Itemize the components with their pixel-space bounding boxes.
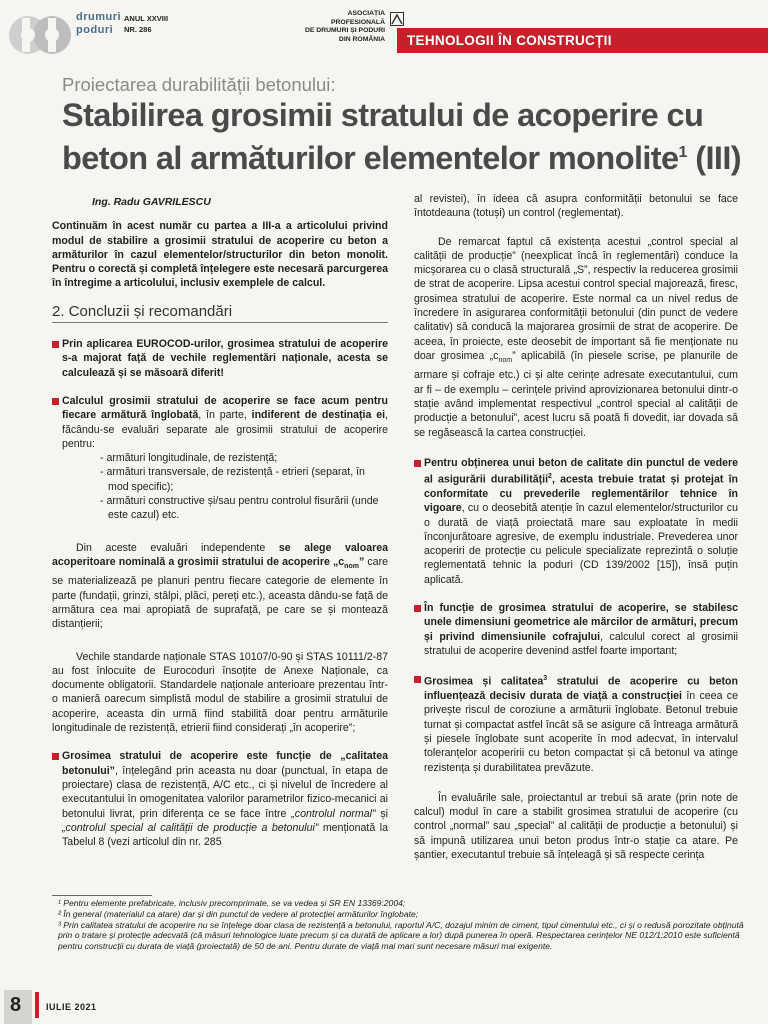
title-line-2: [62, 134, 762, 177]
footnote-ref: 2: [548, 473, 552, 481]
title-line-2-text: beton al armăturilor elementelor monolite: [62, 139, 679, 176]
dp-logo-icon: [8, 10, 72, 60]
bullet-square-icon: [52, 753, 59, 760]
bullet-paragraph: [414, 601, 738, 658]
bullet-square-icon: [414, 605, 421, 612]
title-part-number: (III): [686, 139, 741, 176]
page-number: 8: [10, 994, 22, 1016]
body-paragraph: [414, 235, 738, 440]
bullet-square-icon: [52, 341, 59, 348]
author-name: Ing. Radu GAVRILESCU: [92, 196, 211, 208]
association-line: PROFESIONALĂ: [330, 18, 385, 26]
footnotes: [58, 898, 748, 952]
issue-year: ANUL XXVIII: [124, 14, 169, 23]
footnote: ³ Prin calitatea stratului de acoperire nu se înțelege doar clasa de rezistență a betonului, raportul A/C, dozajul minim de ciment, tipul cimentului etc., ci și o redusă porozitate obținută prin o tratare și protecție adecvată (că măsuri tehnologice luate precum și ca durată de aplicare a lor) după punerea în operă. Respectarea cerințelor NE 012/1:2010 este suficientă pentru construcții cu durata de viață (proiectată) de 50 de ani. Pentru durate de viață mai mari sunt necesare măsuri mai exigente.: [58, 919, 744, 952]
body-paragraph: În evaluările sale, proiectantul ar trebui să arate (prin note de calcul) modul în care a stabilit grosimea stratului de acoperire (cu control „normal” sau „special” al calității de producție a betonului) și să impună utilizarea unui beton produs într-o stație ca atare. Pe șantier, executantul trebuie să înțeleagă și să respecte cerința: [414, 791, 738, 862]
logo-wordmark: [76, 11, 121, 37]
body-text: Din aceste evaluări independente: [76, 541, 279, 554]
bullet-square-icon: [414, 676, 421, 683]
bullet-text: , în parte,: [198, 409, 252, 422]
bullet-bold-text: indiferent de destinația ei: [251, 409, 386, 422]
body-text: ” aplicabilă (în piesele scrise, pe planurile de armare și cofraje etc.) ci și alte cerințe adresate executantului, cum ar fi – de exemplu – cerințele privind aprovizionarea betonului dintr-o stație având implementat respectivul „control special al calității de producție a betonului”, acest lucru să poată fi dovedit, iar dovada să se regăsească la cartea construcției.: [414, 349, 738, 439]
bullet-bold-text: Grosimea stratului de acoperire este funcție de „calitatea betonului”: [62, 750, 388, 777]
bullet-text: în ceea ce privește riscul de coroziune a armăturii înglobate. Betonul trebuie turnat și compactat astfel încât să se asigure că întreaga armătură și piesele înglobate sunt acoperite în mod adecvat, în intervalul toleranțelor acoperirii cu beton compactat și că betonul va atinge rezistența și durabilitatea prevăzute.: [424, 690, 738, 774]
list-item: - armături transversale, de rezistență - etrieri (separat, în mod specific);: [100, 466, 365, 493]
bullet-text: , făcându-se evaluări separate ale grosimii stratului de acoperire pentru:: [62, 409, 388, 450]
section-heading: 2. Concluzii și recomandări: [52, 302, 233, 320]
bullet-text: , înțelegând prin aceasta nu doar (punctual, în etapa de proiectare) clasa de rezistență, A/C etc., ci și nivelul de încredere al executantului în omogenitatea valorilor parametrilor fizico-mecanici ai betonului livrat, prin diferența ce se face între: [62, 764, 388, 820]
association-line: DIN ROMÂNIA: [338, 35, 385, 43]
body-paragraph: al revistei), în ideea că asupra conformității betonului se face întotdeauna (totuși) un control (reglementat).: [414, 193, 738, 220]
bullet-text: , calculul corect al grosimii stratului de acoperire devenind astfel foarte important;: [424, 630, 738, 657]
bullet-italic-text: „controlul special al calității de producție a betonului”: [62, 821, 319, 834]
section-banner-label: TEHNOLOGII ÎN CONSTRUCȚII: [407, 33, 612, 48]
association-line: DE DRUMURI ȘI PODURI: [304, 27, 385, 34]
body-text: care se materializează pe planuri pentru fiecare categorie de elemente în parte (fundații, grinzi, stâlpi, plăci, pereți etc.), aceasta dându-se față de armătura cea mai apropiată de suprafață, pe care se și montează distanțierii;: [52, 555, 388, 631]
footnote-ref: 3: [543, 675, 548, 683]
bullet-square-icon: [414, 460, 421, 467]
body-paragraph: Vechile standarde naționale STAS 10107/0-90 și STAS 10111/2-87 au fost înlocuite de Eurocoduri însoțite de Anexe Naționale, ca documente obligatorii. Standardele naționale anterioare prezentau într-o manieră oarecum simplistă modul de stabilire a grosimii stratului de acoperire, aceasta din urmă fiind stabilită doar pentru armăturile longitudinale de rezistență, etrierii fiind considerați „în acoperire”;: [52, 650, 388, 735]
section-rule: [52, 322, 388, 323]
logo-word-poduri: poduri: [76, 24, 114, 36]
body-text: De remarcat faptul că existența acestui „control special al calității de producție” (neexplicat încă în reglementări) conduce la micșorarea cu o clasă structurală „S”, respectiv la reducerea grosimii de strat de acoperire. Lipsa acestui control special majorează, firesc, grosimea stratului de acoperire. Este normal ca un nivel redus de încredere în asigurarea conformității betonului (din punct de vedere calitativ) să conducă la majorarea grosimii de strat de acoperire. De aceea, în proiecte, este deosebit de important să fie menționate nu doar grosimea „c: [414, 235, 738, 362]
association-line: ASOCIAȚIA: [347, 10, 385, 17]
list-item: - armături constructive și/sau pentru controlul fisurării (unde este cazul) etc.: [100, 495, 379, 522]
body-bold-text: se alege valoarea acoperitoare nominală a grosimii stratului de acoperire „c: [52, 541, 388, 568]
list-item: - armături longitudinale, de rezistență;: [100, 452, 278, 465]
title-footnote-ref: 1: [678, 144, 687, 161]
bullet-paragraph: [414, 672, 738, 775]
left-column: [52, 195, 388, 849]
bullet-square-icon: [52, 398, 59, 405]
bullet-text: , cu o deosebită atenție în cazul elementelor/structurilor cu o durată de viață proiectată mare sau exploatate în medii înconjurătoare agresive, de exemplu industriale. Prevederea unor acoperiri de protecție cu pelicule specializate reprezintă o soluție reglementată tehnic la poduri (CD 139/2002 [15]), însă puțin aplicată.: [424, 502, 738, 586]
bullet-italic-text: „controlul normal”: [291, 807, 376, 820]
issue-number: NR. 286: [124, 25, 152, 34]
bullet-paragraph: [414, 456, 738, 587]
intro-paragraph: Continuăm în acest număr cu partea a III-a a articolului privind modul de stabilire a grosimii stratului de acoperire cu beton a armăturilor în cazul elementelor/structurilor din beton monolit. Pentru o corectă și completă înțelegere este necesară parcurgerea în întregime a articolului, inclusiv exemplele de calcul.: [52, 220, 388, 290]
bullet-bold-text: , acesta trebuie tratat și protejat în conformitate cu prevederile reglementărilor tehnice în vigoare: [424, 473, 738, 515]
bullet-text: și: [375, 807, 389, 820]
footer-accent-bar: [35, 992, 39, 1018]
issue-date: IULIE 2021: [46, 1002, 97, 1012]
bullet-bold-text: Pentru obținerea unui beton de calitate din punctul de vedere al asigurării durabilității: [424, 456, 738, 486]
bullet-text: menționată la Tabelul 8 (vezi articolul din nr. 285: [62, 821, 388, 849]
body-paragraph: [52, 541, 388, 632]
section-banner: [397, 28, 768, 53]
reinforcement-list: [52, 451, 388, 522]
right-column: [414, 192, 738, 862]
subscript-nom: nom: [498, 357, 513, 365]
bullet-bold-text: Grosimea și calitatea: [424, 675, 544, 688]
bullet-paragraph: [52, 394, 388, 451]
title-line-1: Stabilirea grosimii stratului de acoperire cu: [62, 97, 704, 133]
article-subtitle: Proiectarea durabilității betonului:: [62, 74, 336, 95]
bullet-text: Prin aplicarea EUROCOD-urilor, grosimea stratului de acoperire s-a majorat față de vechile reglementări naționale, acesta se calculează și se măsoară diferit!: [62, 338, 388, 379]
article-title: [62, 97, 762, 177]
logo-word-drumuri: drumuri: [76, 11, 122, 23]
association-name: [270, 10, 385, 44]
bullet-bold-text: În funcție de grosimea stratului de acoperire, se stabilesc unele dimensiuni geometrice ale mărcilor de armături, precum și privind dimensiunile cofrajului: [424, 602, 738, 643]
bullet-bold-text: stratului de acoperire cu beton influențează decisiv durata de viață a construcției: [424, 675, 738, 703]
footnote: ¹ Pentru elemente prefabricate, inclusiv precomprimate, se va vedea și SR EN 13369:2004;: [58, 898, 406, 908]
bullet-paragraph: [52, 337, 388, 380]
body-bold-text: ”: [358, 555, 365, 568]
footnote-rule: [52, 895, 152, 896]
subscript-nom: nom: [344, 563, 359, 571]
association-emblem-icon: [390, 12, 404, 26]
bullet-paragraph: [52, 749, 388, 849]
footnote: ² În general (materialul ca atare) dar și din punctul de vedere al protecției armăturilor înglobate;: [58, 908, 419, 919]
bullet-bold-text: Calculul grosimii stratului de acoperire se face acum pentru fiecare armătură înglobată: [62, 394, 388, 422]
issue-info: [124, 13, 168, 35]
page-number-tab: [4, 990, 32, 1024]
